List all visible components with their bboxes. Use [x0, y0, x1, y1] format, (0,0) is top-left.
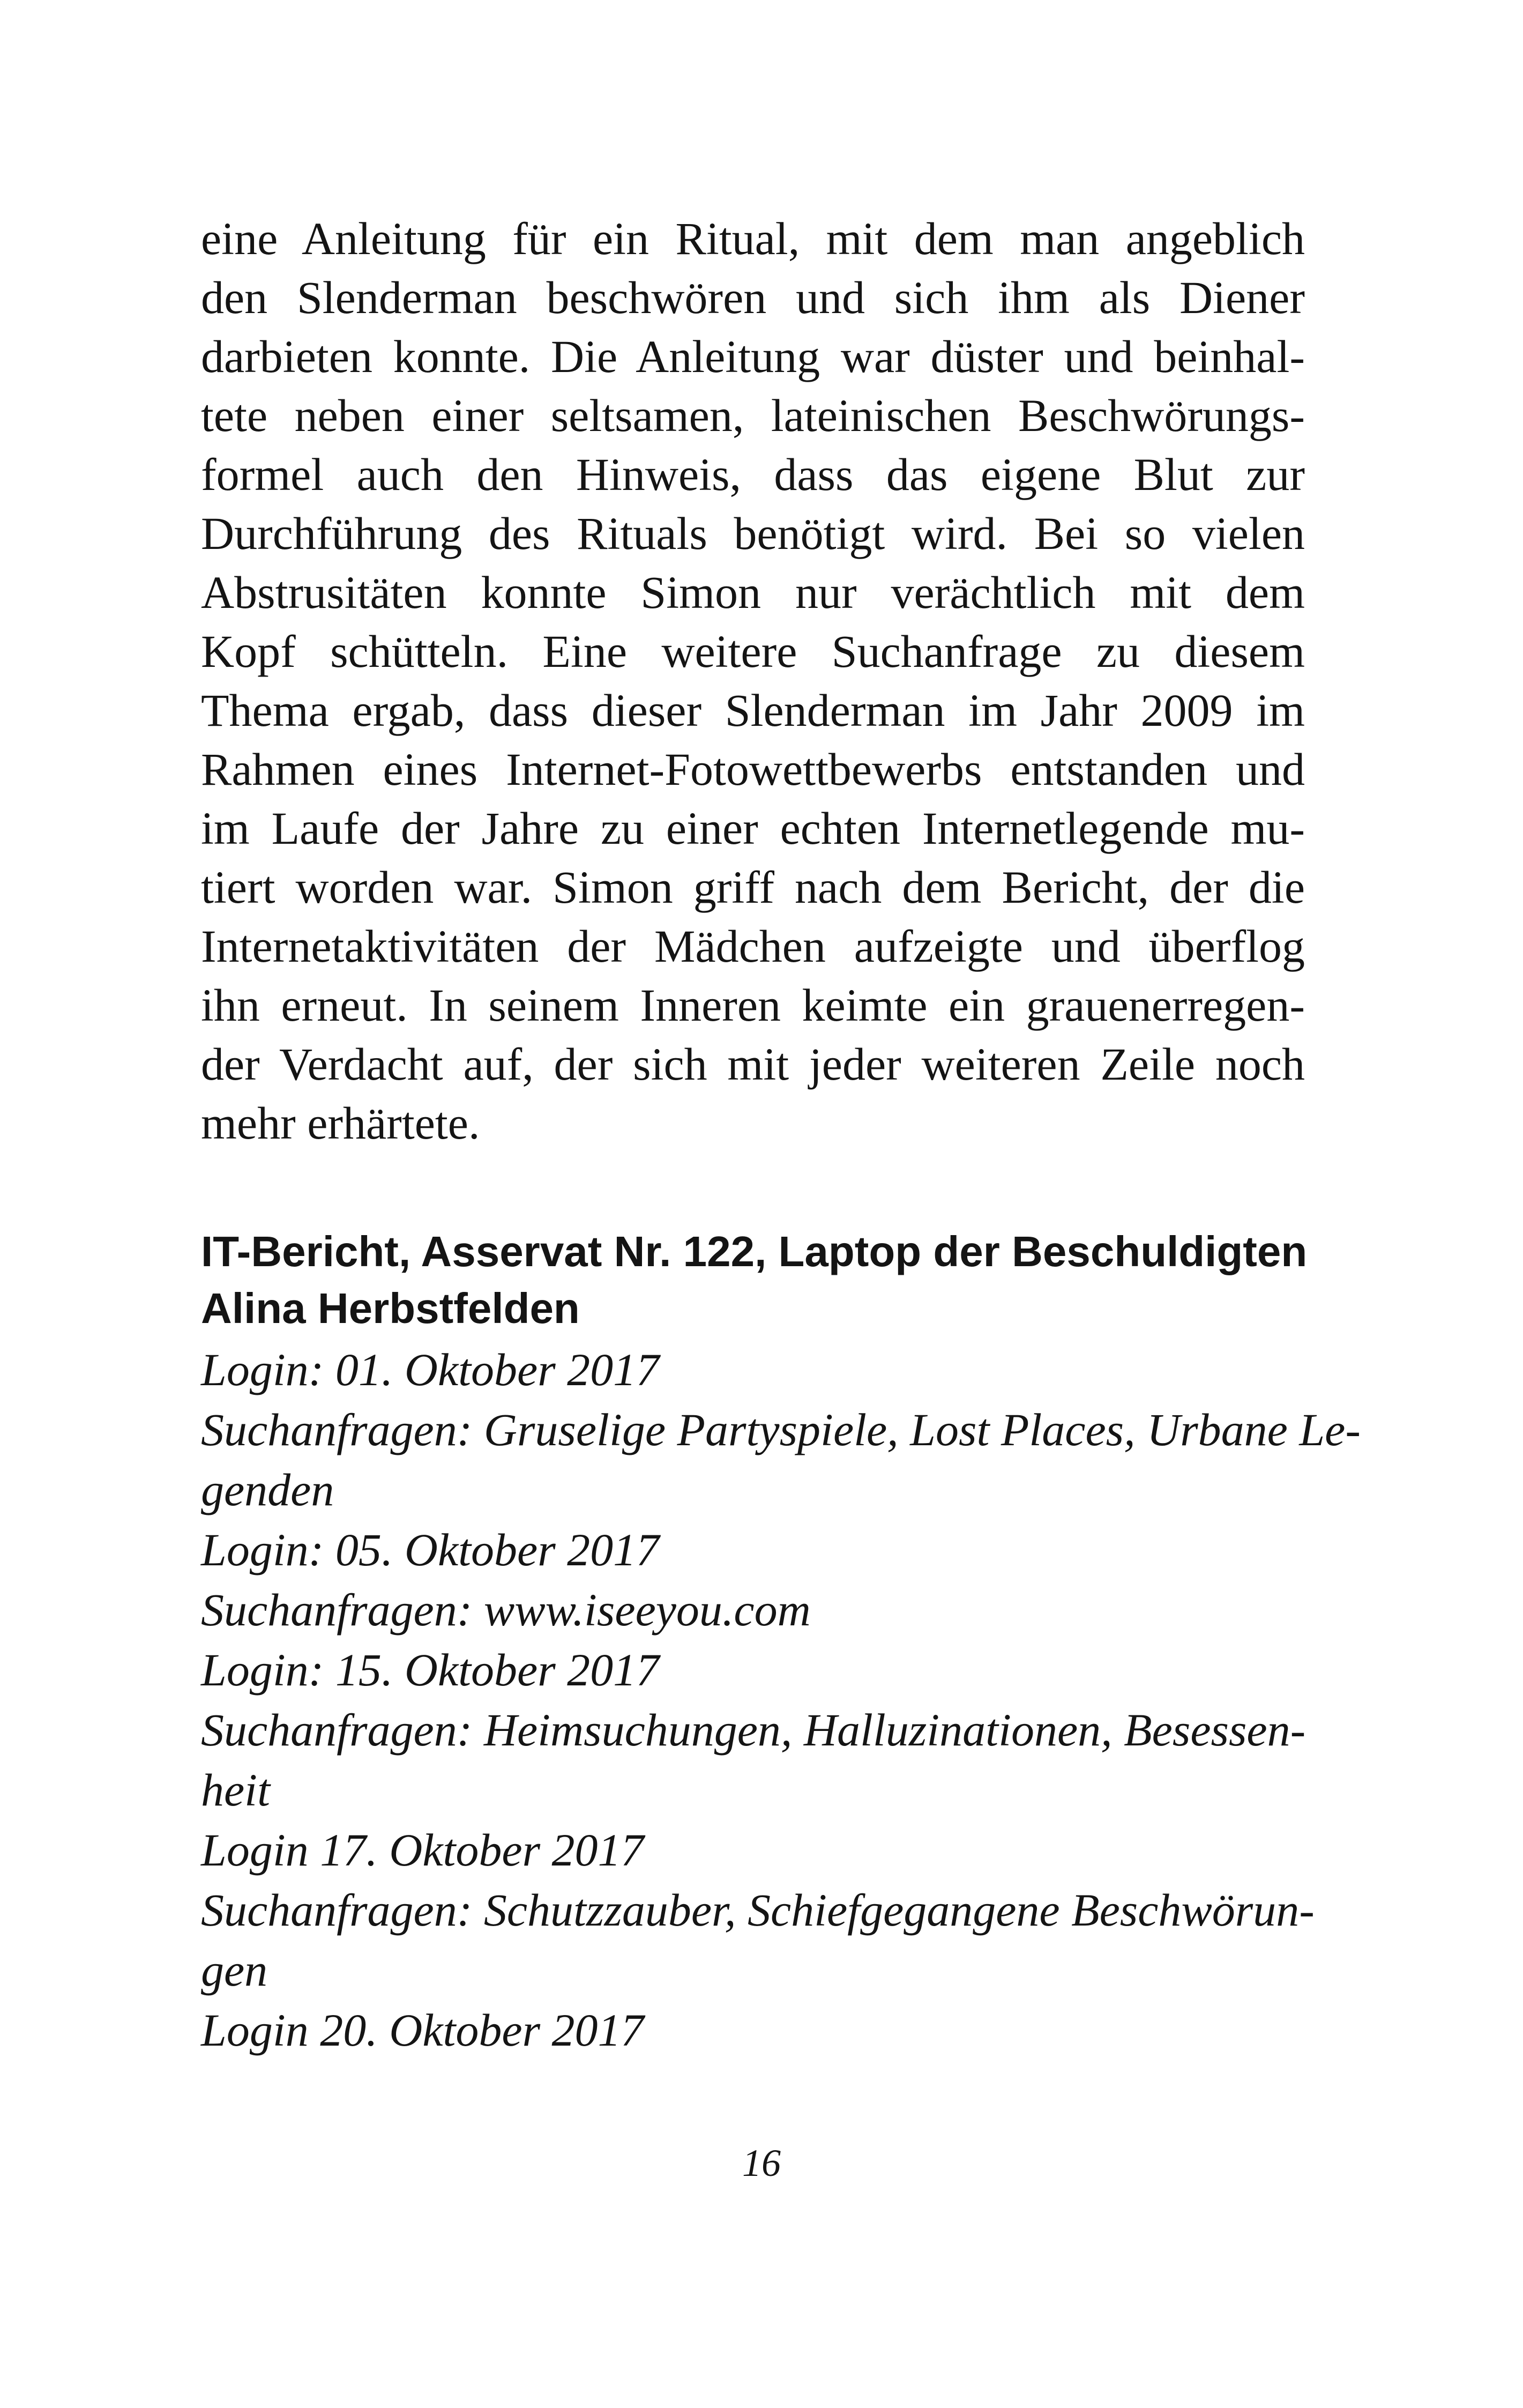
page-number: 16: [742, 2142, 781, 2184]
search-entry-continuation: heit: [201, 1764, 270, 1816]
paragraph-line: Abstrusitäten konnte Simon nur verächtlich mit dem: [201, 567, 1305, 618]
search-entry: Suchanfragen: www.iseeyou.com: [201, 1584, 811, 1636]
paragraph-line: formel auch den Hinweis, dass das eigene Blut zur: [201, 449, 1305, 500]
search-entry-continuation: genden: [201, 1464, 334, 1515]
report-heading-line: IT-Bericht, Asservat Nr. 122, Laptop der Beschuldigten: [201, 1228, 1308, 1275]
paragraph-line: der Verdacht auf, der sich mit jeder weiteren Zeile noch: [201, 1038, 1305, 1090]
paragraph-line: Rahmen eines Internet-Fotowettbewerbs entstanden und: [201, 744, 1305, 795]
paragraph-line: im Laufe der Jahre zu einer echten Internetlegende mu-: [201, 802, 1305, 854]
paragraph-line: Internetaktivitäten der Mädchen aufzeigte und überflog: [201, 920, 1305, 972]
login-entry: Login 20. Oktober 2017: [201, 2004, 644, 2056]
search-entry: Suchanfragen: Schutzzauber, Schiefgegangene Beschwörun-: [201, 1884, 1315, 1936]
paragraph-line: ihn erneut. In seinem Inneren keimte ein grauenerregen-: [201, 979, 1305, 1031]
paragraph-line: tete neben einer seltsamen, lateinischen Beschwörungs-: [201, 390, 1305, 441]
search-entry: Suchanfragen: Heimsuchungen, Halluzinationen, Besessen-: [201, 1704, 1306, 1756]
search-entry-continuation: gen: [201, 1944, 268, 1996]
paragraph-line: den Slenderman beschwören und sich ihm als Diener: [201, 272, 1305, 323]
paragraph-line: eine Anleitung für ein Ritual, mit dem man angeblich: [201, 213, 1305, 264]
login-entry: Login: 01. Oktober 2017: [201, 1344, 660, 1395]
paragraph-line: tiert worden war. Simon griff nach dem Bericht, der die: [201, 861, 1305, 913]
login-entry: Login 17. Oktober 2017: [201, 1824, 644, 1876]
paragraph-line: Kopf schütteln. Eine weitere Suchanfrage zu diesem: [201, 626, 1305, 677]
paragraph-line: Thema ergab, dass dieser Slenderman im Jahr 2009 im: [201, 685, 1305, 736]
paragraph-line: Durchführung des Rituals benötigt wird. Bei so vielen: [201, 508, 1305, 559]
paragraph-line: mehr erhärtete.: [201, 1097, 480, 1149]
search-entry: Suchanfragen: Gruselige Partyspiele, Lost Places, Urbane Le-: [201, 1404, 1361, 1455]
login-entry: Login: 05. Oktober 2017: [201, 1524, 660, 1575]
report-heading-line: Alina Herbstfelden: [201, 1284, 580, 1332]
login-entry: Login: 15. Oktober 2017: [201, 1644, 660, 1696]
paragraph-line: darbieten konnte. Die Anleitung war düster und beinhal-: [201, 331, 1305, 382]
